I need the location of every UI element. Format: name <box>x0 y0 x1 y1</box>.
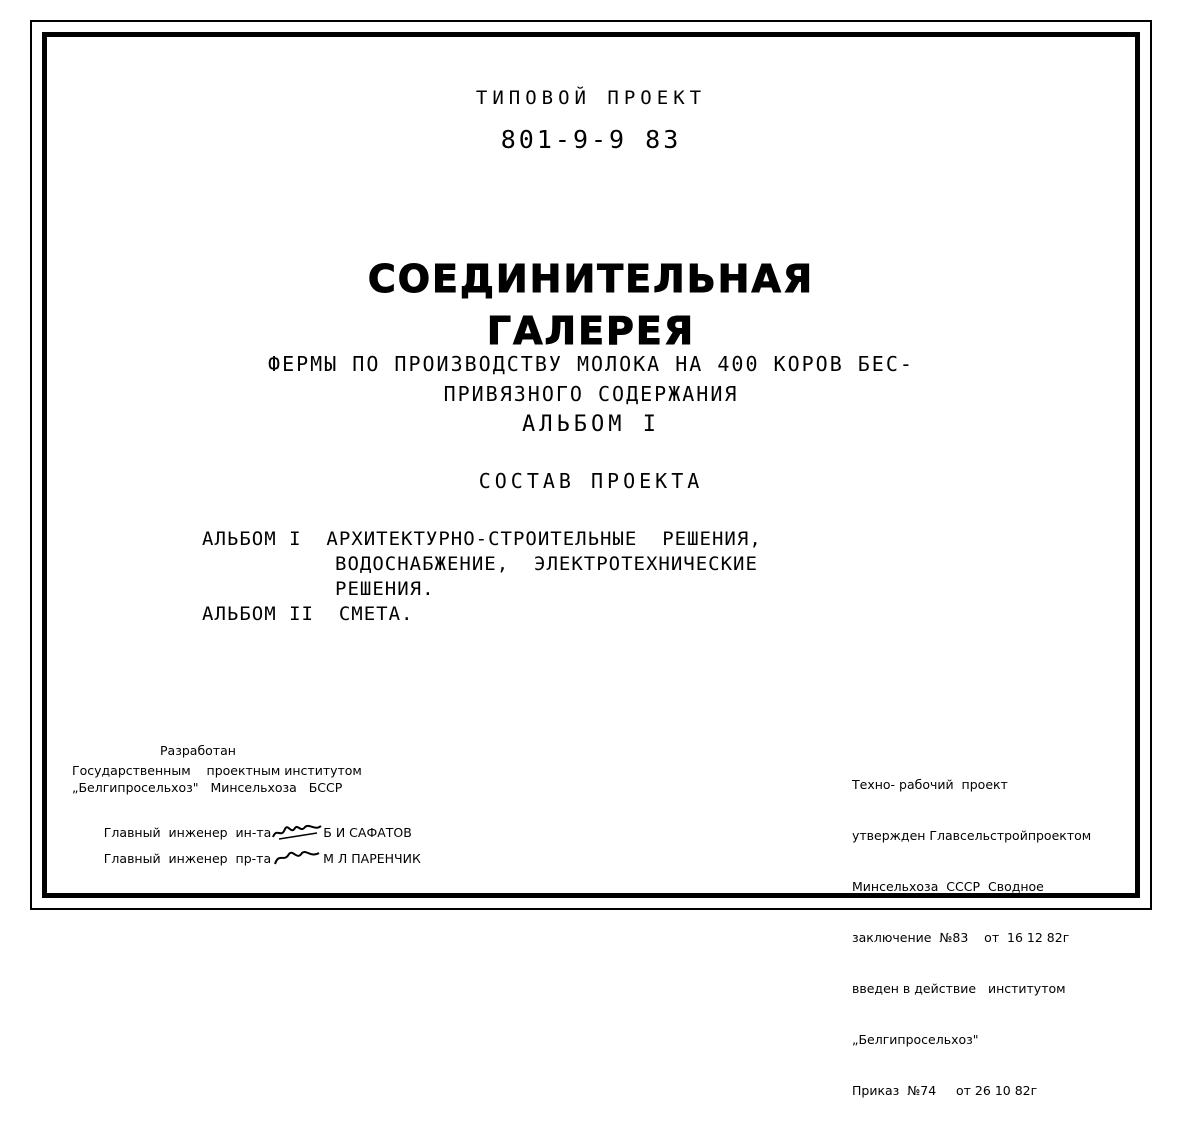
approval-line: Минсельхоза СССР Сводное <box>852 879 1044 894</box>
developer-heading: Разработан <box>160 743 236 758</box>
composition-item: АЛЬБОМ II СМЕТА. <box>202 603 414 625</box>
project-title-line-2: ГАЛЕРЕЯ <box>486 309 696 353</box>
composition-item: ВОДОСНАБЖЕНИЕ, ЭЛЕКТРОТЕХНИЧЕСКИЕ <box>335 553 758 575</box>
approval-line: введен в действие институтом <box>852 981 1066 996</box>
approval-line: утвержден Главсельстройпроектом <box>852 828 1092 843</box>
signature-name-2: М Л ПАРЕНЧИК <box>323 851 421 866</box>
developer-block <box>72 742 502 866</box>
signature-row-chief-engineer-institute <box>72 806 502 840</box>
composition-list <box>202 527 1002 627</box>
approval-line: „Белгипросельхоз" <box>852 1032 979 1047</box>
developer-institute-line-1: Государственным проектным институтом <box>72 763 362 778</box>
approval-line: Приказ №74 от 26 10 82г <box>852 1083 1038 1098</box>
composition-item: РЕШЕНИЯ. <box>335 578 435 600</box>
signature-mark-icon <box>271 849 323 865</box>
approval-line: заключение №83 от 16 12 82г <box>852 930 1070 945</box>
project-subtitle-line-2: ПРИВЯЗНОГО СОДЕРЖАНИЯ <box>443 382 739 406</box>
sheet-content <box>47 37 1135 1098</box>
album-number: АЛЬБОМ I <box>522 412 660 437</box>
developer-institute-line-2: „Белгипросельхоз" Минсельхоза БССР <box>72 780 343 795</box>
signature-name-1: Б И САФАТОВ <box>323 825 412 840</box>
project-subtitle-line-1: ФЕРМЫ ПО ПРОИЗВОДСТВУ МОЛОКА НА 400 КОРОВ БЕС- <box>268 352 914 376</box>
composition-item: АЛЬБОМ I АРХИТЕКТУРНО-СТРОИТЕЛЬНЫЕ РЕШЕНИЯ, <box>202 528 762 550</box>
signature-row-chief-engineer-project <box>72 832 502 866</box>
project-type-label: ТИПОВОЙ ПРОЕКТ <box>475 87 707 109</box>
project-code: 801-9-9 83 <box>500 125 682 154</box>
signature-role-1: Главный инженер ин-та <box>103 825 272 840</box>
composition-heading: СОСТАВ ПРОЕКТА <box>478 469 704 493</box>
approval-line: Техно- рабочий проект <box>852 777 1008 792</box>
approval-block <box>852 742 1142 1133</box>
project-title-line-1: СОЕДИНИТЕЛЬНАЯ <box>367 257 815 301</box>
signature-role-2: Главный инженер пр-та <box>103 851 272 866</box>
